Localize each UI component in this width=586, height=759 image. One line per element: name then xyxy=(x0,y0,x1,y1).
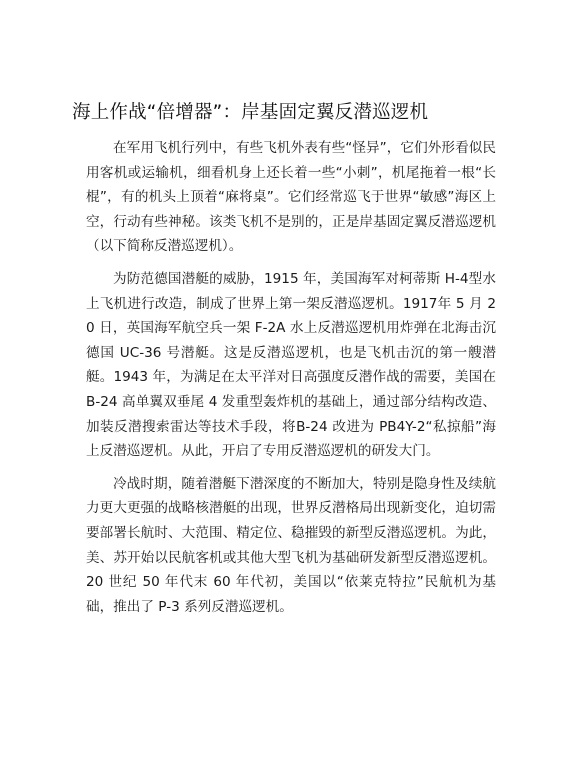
paragraph-intro: 在军用飞机行列中，有些飞机外表有些“怪异”，它们外形看似民用客机或运输机，细看机身上还长着一些“小刺”，机尾拖着一根“长棍”，有的机头上顶着“麻将桌”。它们经常巡飞于世界“敏感”海区上空，行动有些神秘。该类飞机不是别的，正是岸基固定翼反潜巡逻机（以下简称反潜巡逻机）。 xyxy=(86,140,496,255)
paragraph-history: 为防范德国潜艇的威胁，1915 年，美国海军对柯蒂斯 H-4型水上飞机进行改造，制成了世界上第一架反潜巡逻机。1917年 5 月 20 日，英国海军航空兵一架 F-2A 水上反潜巡逻机用炸弹在北海击沉德国 UC-36 号潜艇。这是反潜巡逻机，也是飞机击沉的第一艘潜艇。1943 年，为满足在太平洋对日高强度反潜作战的需要，美国在 B-24 高单翼双垂尾 4 发重型轰炸机的基础上，通过部分结构改造、加装反潜搜索雷达等技术手段，将B-24 改进为 PB4Y-2“私掠船”海上反潜巡逻机。从此，开启了专用反潜巡逻机的研发大门。 xyxy=(86,270,496,460)
paragraph-cold-war: 冷战时期，随着潜艇下潜深度的不断加大，特别是隐身性及续航力更大更强的战略核潜艇的出现，世界反潜格局出现新变化，迫切需要部署长航时、大范围、精定位、稳摧毁的新型反潜巡逻机。为此，美、苏开始以民航客机或其他大型飞机为基础研发新型反潜巡逻机。20 世纪 50 年代末 60 年代初，美国以“依莱克特拉”民航机为基础，推出了 P-3 系列反潜巡逻机。 xyxy=(86,475,496,615)
document-title: 海上作战“倍增器”：岸基固定翼反潜巡逻机 xyxy=(72,102,429,123)
document-body xyxy=(86,136,496,627)
